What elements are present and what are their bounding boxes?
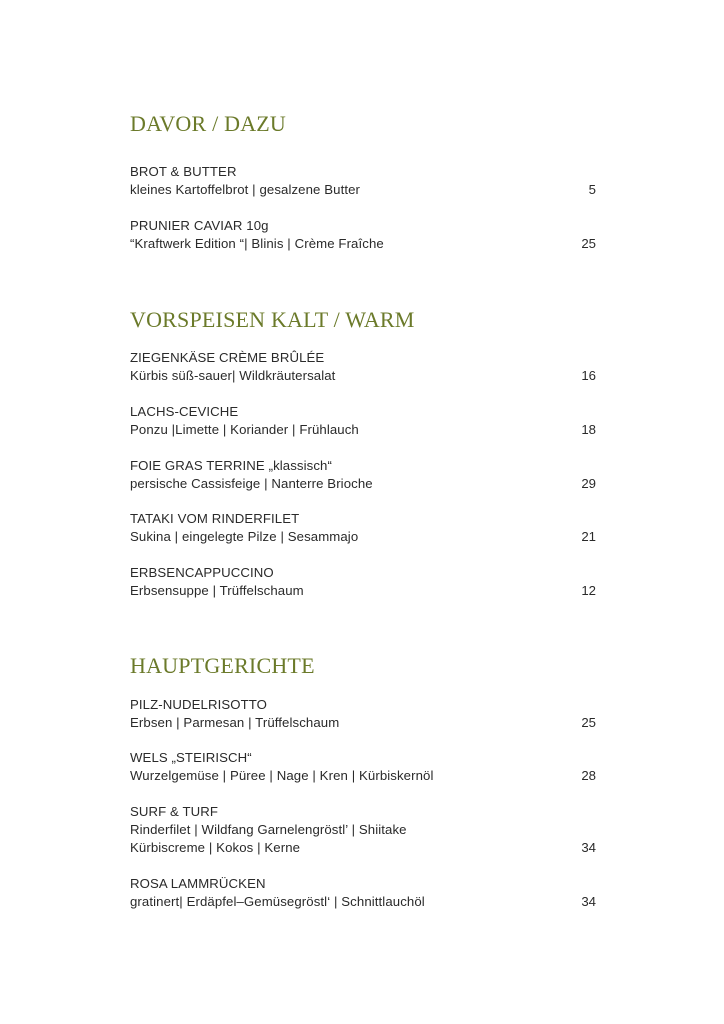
menu-item (130, 163, 596, 199)
item-description: gratinert| Erdäpfel–Gemüsegröstl‘ | Schnittlauchöl (130, 894, 425, 909)
menu-item (130, 349, 596, 385)
menu-item (130, 803, 596, 857)
item-name: BROT & BUTTER (130, 164, 237, 179)
item-description: Rinderfilet | Wildfang Garnelengröstl’ | Shiitake (130, 822, 407, 837)
item-name: SURF & TURF (130, 804, 219, 819)
menu-item (130, 403, 596, 439)
item-name: TATAKI VOM RINDERFILET (130, 511, 300, 526)
item-name: PRUNIER CAVIAR 10g (130, 218, 269, 233)
item-price: 28 (581, 768, 596, 783)
menu-item (130, 217, 596, 253)
section-title-davor-dazu: DAVOR / DAZU (130, 111, 287, 136)
item-price: 34 (581, 840, 596, 855)
item-description: Erbsen | Parmesan | Trüffelschaum (130, 715, 340, 730)
item-description: Wurzelgemüse | Püree | Nage | Kren | Kürbiskernöl (130, 768, 434, 783)
menu-item (130, 749, 596, 785)
menu-item (130, 696, 596, 732)
menu-item (130, 564, 596, 600)
item-description: Sukina | eingelegte Pilze | Sesammajo (130, 529, 359, 544)
menu-item (130, 510, 596, 546)
item-price: 25 (581, 236, 596, 251)
item-description: Kürbis süß-sauer| Wildkräutersalat (130, 368, 336, 383)
menu-item (130, 457, 596, 493)
item-description: “Kraftwerk Edition “| Blinis | Crème Fraîche (130, 236, 384, 251)
item-description: Erbsensuppe | Trüffelschaum (130, 583, 304, 598)
item-name: ROSA LAMMRÜCKEN (130, 876, 266, 891)
item-name: LACHS-CEVICHE (130, 404, 239, 419)
item-name: FOIE GRAS TERRINE „klassisch“ (130, 458, 332, 473)
item-price: 34 (581, 894, 596, 909)
item-name: PILZ-NUDELRISOTTO (130, 697, 268, 712)
section-title-hauptgerichte: HAUPTGERICHTE (130, 653, 315, 678)
item-price: 29 (581, 476, 596, 491)
item-description: kleines Kartoffelbrot | gesalzene Butter (130, 182, 361, 197)
menu-item (130, 875, 596, 911)
item-description: persische Cassisfeige | Nanterre Brioche (130, 476, 373, 491)
item-price: 18 (581, 422, 596, 437)
item-price: 12 (581, 583, 596, 598)
item-price: 25 (581, 715, 596, 730)
section-title-vorspeisen: VORSPEISEN KALT / WARM (130, 307, 415, 332)
item-description: Kürbiscreme | Kokos | Kerne (130, 840, 301, 855)
item-name: ZIEGENKÄSE CRÈME BRÛLÉE (130, 350, 325, 365)
item-price: 16 (581, 368, 596, 383)
item-name: ERBSENCAPPUCCINO (130, 565, 274, 580)
item-description: Ponzu |Limette | Koriander | Frühlauch (130, 422, 359, 437)
item-price: 5 (588, 182, 596, 197)
item-price: 21 (581, 529, 596, 544)
item-name: WELS „STEIRISCH“ (130, 750, 252, 765)
